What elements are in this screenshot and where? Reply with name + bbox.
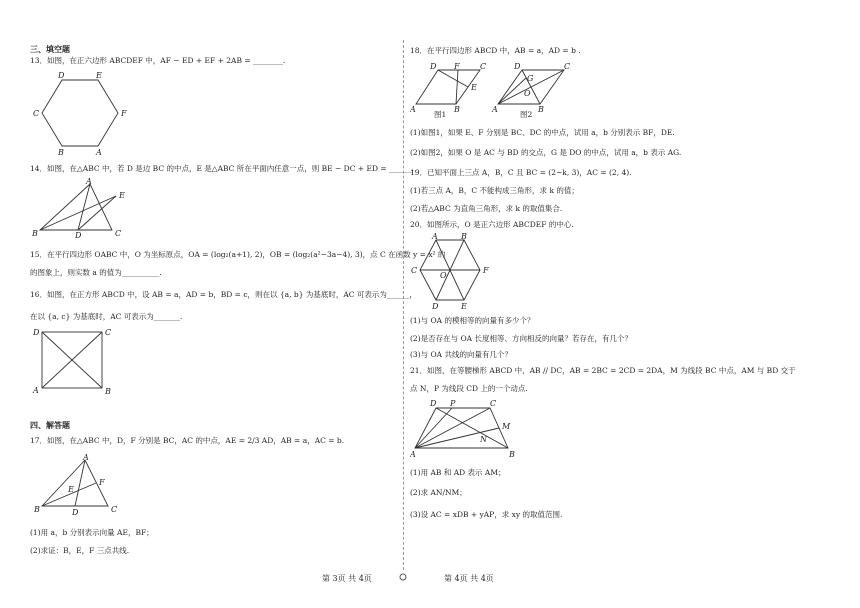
question-17: 17．如图，在△ABC 中，D，F 分别是 BC，AC 的中点，AE = 2/3 AD，AB = a，AC = b. — [30, 436, 345, 445]
label-D: D — [430, 399, 437, 408]
label-C: C — [115, 229, 122, 238]
label-F: F — [99, 478, 105, 487]
question-17-part2: (2)求证：B，E，F 三点共线. — [30, 546, 130, 555]
label-C: C — [490, 399, 497, 408]
label-A: A — [83, 453, 89, 462]
fig2-label-C: C — [564, 62, 571, 71]
question-20: 20．如图所示，O 是正六边形 ABCDEF 的中心. — [410, 220, 574, 229]
label-A: A — [410, 450, 416, 459]
label-E: E — [119, 191, 125, 200]
question-15-line2: 的图象上，则实数 a 的值为__________. — [30, 268, 162, 277]
label-A: A — [33, 386, 39, 395]
label-B: B — [34, 505, 40, 514]
label-D: D — [432, 302, 439, 311]
hexagon-figure-q13 — [30, 70, 140, 156]
label-D: D — [75, 231, 82, 238]
label-F: F — [483, 266, 489, 275]
question-15-line1: 15．在平行四边形 OABC 中，O 为坐标原点，OA = (log₂(a+1), 2)，OB = (log₂(a²−3a−4), 3)，点 C 在函数 y = x² 的 — [30, 250, 446, 259]
label-A: A — [86, 177, 92, 186]
label-E: E — [68, 485, 74, 494]
fig1-label-C: C — [480, 62, 487, 71]
fig1-label-A: A — [410, 105, 416, 114]
label-D: D — [72, 508, 79, 517]
question-17-part1: (1)用 a，b 分别表示向量 AE，BF； — [30, 528, 154, 537]
label-O: O — [440, 271, 447, 280]
label-A: A — [432, 232, 438, 241]
label-B: B — [461, 232, 467, 241]
question-21-line2: 点 N，P 为线段 CD 上的一个动点. — [410, 384, 528, 393]
fig1-label-B: B — [454, 105, 460, 114]
fig2-label-O: O — [524, 89, 531, 98]
fig1-label-F: F — [454, 62, 460, 71]
question-18: 18．在平行四边形 ABCD 中，AB = a，AD = b . — [410, 46, 581, 55]
triangle-figure-q17 — [30, 452, 130, 518]
question-14: 14．如图，在△ABC 中，若 D 是边 BC 的中点，E 是△ABC 所在平面内任意一点，则 BE − DC + ED = ______. — [30, 164, 414, 173]
question-19: 19．已知平面上三点 A，B，C 且 BC = (2−k, 3)，AC = (2, 4). — [410, 168, 632, 177]
label-E: E — [96, 71, 102, 80]
label-B: B — [105, 387, 111, 396]
fig1-label-D: D — [430, 62, 437, 71]
label-P: P — [450, 399, 456, 408]
question-21-line1: 21．如图，在等腰梯形 ABCD 中，AB // DC，AB = 2BC = 2CD = 2DA，M 为线段 BC 中点，AM 与 BD 交于 — [410, 366, 796, 375]
label-C: C — [33, 109, 40, 118]
question-16-line2: 在以 {a, c} 为基底时，AC 可表示为_______. — [30, 312, 183, 321]
page-number-left: 第 3页 共 4页 — [322, 574, 372, 583]
label-C: C — [411, 266, 418, 275]
label-B: B — [509, 450, 515, 459]
question-21-part3: (3)设 AC = xDB + yAP，求 xy 的取值范围. — [410, 510, 563, 519]
right-column — [410, 0, 830, 608]
question-21-part2: (2)求 AN/NM； — [410, 488, 467, 497]
question-13: 13．如图，在正六边形 ABCDEF 中，AF − ED + EF + 2AB = ________. — [30, 56, 286, 65]
binding-circle-icon — [398, 572, 408, 582]
section-title-answer: 四、解答题 — [30, 421, 70, 430]
question-18-part2: (2)如图2，如果 O 是 AC 与 BD 的交点，G 是 DO 的中点，试用 a，b 表示 AG. — [410, 148, 682, 157]
label-C: C — [111, 505, 118, 514]
page-number-right: 第 4页 共 4页 — [444, 574, 494, 583]
fig2-label-G: G — [527, 74, 534, 83]
question-18-part1: (1)如图1，如果 E、F 分别是 BC、DC 的中点，试用 a，b 分别表示 BF，DE. — [410, 128, 675, 137]
label-E: E — [461, 302, 467, 311]
label-M: M — [502, 422, 511, 431]
label-C: C — [105, 328, 112, 337]
question-19-part2: (2)若△ABC 为直角三角形，求 k 的取值集合. — [410, 204, 563, 213]
label-A: A — [96, 148, 102, 156]
label-B: B — [32, 229, 38, 238]
question-20-part2: (2)是否存在与 OA 长度相等、方向相反的向量？若存在，有几个？ — [410, 334, 632, 343]
fig1-label-E: E — [471, 83, 477, 92]
question-16-line1: 16．如图，在正方形 ABCD 中，设 AB = a，AD = b，BD = c，则在以 {a, b} 为基底时，AC 可表示为______， — [30, 290, 417, 299]
column-divider — [403, 40, 404, 570]
fig2-label-D: D — [514, 62, 521, 71]
trapezoid-figure-q21 — [410, 398, 520, 460]
label-N: N — [480, 435, 487, 444]
question-21-part1: (1)用 AB 和 AD 表示 AM； — [410, 468, 506, 477]
hexagon-figure-q20 — [410, 232, 500, 312]
label-B: B — [58, 148, 64, 156]
triangle-figure-q14 — [30, 176, 140, 238]
question-20-part1: (1)与 OA 的模相等的向量有多少个？ — [410, 316, 535, 325]
figure-caption-2: 图2 — [520, 110, 533, 119]
section-title-fill-blank: 三、填空题 — [30, 45, 70, 54]
fig2-label-B: B — [538, 105, 544, 114]
fig2-label-A: A — [492, 105, 498, 114]
label-D: D — [33, 328, 40, 337]
question-20-part3: (3)与 OA 共线的向量有几个？ — [410, 350, 512, 359]
square-figure-q16 — [30, 326, 120, 396]
label-F: F — [121, 109, 127, 118]
label-D: D — [58, 71, 65, 80]
figure-caption-1: 图1 — [434, 110, 447, 119]
question-19-part1: (1)若三点 A，B，C 不能构成三角形，求 k 的值； — [410, 186, 579, 195]
